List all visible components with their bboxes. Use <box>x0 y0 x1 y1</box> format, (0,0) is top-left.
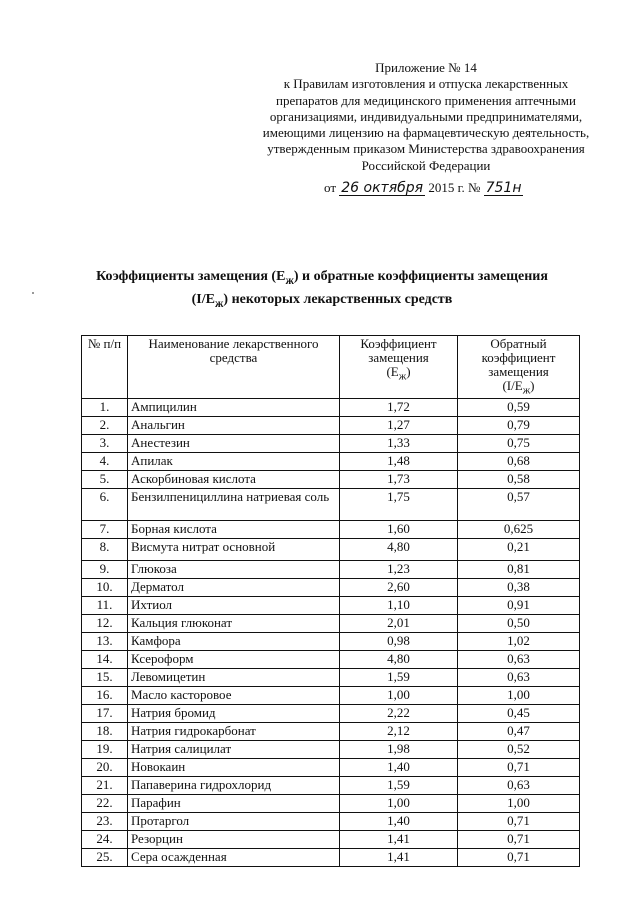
substitution-coefficient: 0,98 <box>340 632 458 650</box>
drug-name: Натрия салицилат <box>128 740 340 758</box>
appendix-line: организациями, индивидуальными предпринимателями, <box>269 108 583 124</box>
drug-name: Ихтиол <box>128 596 340 614</box>
header-coef: Коэффициент замещения $(Е_ж)$ <box>340 336 458 399</box>
row-number: 16. <box>82 686 128 704</box>
table-row <box>82 848 580 866</box>
inverse-coefficient: 0,57 <box>458 488 580 520</box>
row-number: 18. <box>82 722 128 740</box>
table-row <box>82 488 580 520</box>
substitution-coefficient: 1,73 <box>340 470 458 488</box>
substitution-coefficient: 2,60 <box>340 578 458 596</box>
appendix-line: утвержденным приказом Министерства здравоохранения <box>267 141 585 157</box>
appendix-line: имеющими лицензию на фармацевтическую деятельность, <box>262 125 590 141</box>
title-line-2: $(I/Е_ж)$ некоторых лекарственных средств <box>191 291 453 310</box>
drug-name: Камфора <box>128 632 340 650</box>
table-row <box>82 416 580 434</box>
row-number: 25. <box>82 848 128 866</box>
table-row <box>82 560 580 578</box>
order-number-handwritten: 751н <box>485 180 522 196</box>
substitution-coefficient: 1,27 <box>340 416 458 434</box>
row-number: 7. <box>82 520 128 538</box>
row-number: 9. <box>82 560 128 578</box>
inverse-coefficient: 0,59 <box>458 398 580 416</box>
title-line-1: Коэффициенты замещения $(Е_ж)$ и обратные коэффициенты замещения <box>96 269 548 287</box>
row-number: 5. <box>82 470 128 488</box>
header-name: Наименование лекарственного средства <box>128 336 340 399</box>
table-row <box>82 596 580 614</box>
substitution-coefficient: 1,59 <box>340 776 458 794</box>
inverse-coefficient: 0,625 <box>458 520 580 538</box>
substitution-coefficient: 1,48 <box>340 452 458 470</box>
row-number: 23. <box>82 812 128 830</box>
table-row <box>82 632 580 650</box>
inverse-coefficient: 0,47 <box>458 722 580 740</box>
inverse-coefficient: 0,81 <box>458 560 580 578</box>
row-number: 4. <box>82 452 128 470</box>
inverse-coefficient: 0,21 <box>458 538 580 560</box>
drug-name: Борная кислота <box>128 520 340 538</box>
drug-name: Сера осажденная <box>128 848 340 866</box>
table-row <box>82 578 580 596</box>
row-number: 15. <box>82 668 128 686</box>
substitution-coefficient: 1,33 <box>340 434 458 452</box>
table-row <box>82 668 580 686</box>
scan-speck <box>32 292 34 294</box>
inverse-coefficient: 0,58 <box>458 470 580 488</box>
inverse-coefficient: 0,91 <box>458 596 580 614</box>
coefficients-table <box>81 335 580 867</box>
drug-name: Дерматол <box>128 578 340 596</box>
inverse-coefficient: 0,71 <box>458 848 580 866</box>
table-row <box>82 740 580 758</box>
drug-name: Натрия бромид <box>128 704 340 722</box>
substitution-coefficient: 1,23 <box>340 560 458 578</box>
row-number: 19. <box>82 740 128 758</box>
table-row <box>82 794 580 812</box>
row-number: 20. <box>82 758 128 776</box>
substitution-coefficient: 1,98 <box>340 740 458 758</box>
substitution-coefficient: 2,22 <box>340 704 458 722</box>
table-row <box>82 538 580 560</box>
substitution-coefficient: 1,10 <box>340 596 458 614</box>
substitution-coefficient: 1,59 <box>340 668 458 686</box>
header-inverse: Обратный коэффициент замещения $(I/Е_ж)$ <box>458 336 580 399</box>
row-number: 2. <box>82 416 128 434</box>
substitution-coefficient: 1,75 <box>340 488 458 520</box>
order-date-handwritten: 26 октября <box>341 180 424 196</box>
appendix-line: Приложение № 14 <box>375 60 477 75</box>
inverse-coefficient: 0,75 <box>458 434 580 452</box>
appendix-header <box>236 60 616 174</box>
drug-name: Парафин <box>128 794 340 812</box>
header-num: № п/п <box>82 336 128 399</box>
row-number: 24. <box>82 830 128 848</box>
table-row <box>82 520 580 538</box>
substitution-coefficient: 2,01 <box>340 614 458 632</box>
drug-name: Висмута нитрат основной <box>128 538 340 560</box>
substitution-coefficient: 1,00 <box>340 686 458 704</box>
inverse-coefficient: 1,02 <box>458 632 580 650</box>
order-prefix: от <box>324 180 337 195</box>
table-row <box>82 452 580 470</box>
inverse-coefficient: 0,63 <box>458 650 580 668</box>
inverse-coefficient: 0,71 <box>458 758 580 776</box>
document-title <box>62 267 582 313</box>
row-number: 6. <box>82 488 128 520</box>
table-row <box>82 758 580 776</box>
inverse-coefficient: 0,71 <box>458 830 580 848</box>
inverse-coefficient: 1,00 <box>458 686 580 704</box>
table-row <box>82 812 580 830</box>
inverse-coefficient: 1,00 <box>458 794 580 812</box>
row-number: 8. <box>82 538 128 560</box>
table-row <box>82 434 580 452</box>
table-row <box>82 704 580 722</box>
drug-name: Анальгин <box>128 416 340 434</box>
row-number: 12. <box>82 614 128 632</box>
order-reference <box>324 180 523 196</box>
drug-name: Папаверина гидрохлорид <box>128 776 340 794</box>
row-number: 21. <box>82 776 128 794</box>
substitution-coefficient: 2,12 <box>340 722 458 740</box>
inverse-coefficient: 0,63 <box>458 776 580 794</box>
drug-name: Апилак <box>128 452 340 470</box>
row-number: 10. <box>82 578 128 596</box>
drug-name: Натрия гидрокарбонат <box>128 722 340 740</box>
drug-name: Новокаин <box>128 758 340 776</box>
row-number: 17. <box>82 704 128 722</box>
table-row <box>82 614 580 632</box>
row-number: 3. <box>82 434 128 452</box>
inverse-coefficient: 0,79 <box>458 416 580 434</box>
row-number: 11. <box>82 596 128 614</box>
table-header-row <box>82 336 580 399</box>
drug-name: Резорцин <box>128 830 340 848</box>
drug-name: Аскорбиновая кислота <box>128 470 340 488</box>
drug-name: Левомицетин <box>128 668 340 686</box>
substitution-coefficient: 1,00 <box>340 794 458 812</box>
inverse-coefficient: 0,50 <box>458 614 580 632</box>
substitution-coefficient: 1,40 <box>340 758 458 776</box>
appendix-line: Российской Федерации <box>361 157 491 173</box>
drug-name: Протаргол <box>128 812 340 830</box>
order-year: 2015 г. № <box>428 180 481 195</box>
substitution-coefficient: 1,41 <box>340 848 458 866</box>
inverse-coefficient: 0,38 <box>458 578 580 596</box>
appendix-line: препаратов для медицинского применения аптечными <box>276 92 576 108</box>
table-row <box>82 686 580 704</box>
table-row <box>82 776 580 794</box>
inverse-coefficient: 0,71 <box>458 812 580 830</box>
table-row <box>82 722 580 740</box>
inverse-coefficient: 0,63 <box>458 668 580 686</box>
substitution-coefficient: 4,80 <box>340 538 458 560</box>
table-row <box>82 650 580 668</box>
drug-name: Ксероформ <box>128 650 340 668</box>
table-row <box>82 470 580 488</box>
drug-name: Бензилпенициллина натриевая соль <box>128 488 340 520</box>
substitution-coefficient: 1,40 <box>340 812 458 830</box>
row-number: 22. <box>82 794 128 812</box>
inverse-coefficient: 0,45 <box>458 704 580 722</box>
row-number: 13. <box>82 632 128 650</box>
table-row <box>82 830 580 848</box>
drug-name: Кальция глюконат <box>128 614 340 632</box>
appendix-line: к Правилам изготовления и отпуска лекарственных <box>283 76 569 92</box>
row-number: 14. <box>82 650 128 668</box>
drug-name: Глюкоза <box>128 560 340 578</box>
substitution-coefficient: 4,80 <box>340 650 458 668</box>
drug-name: Масло касторовое <box>128 686 340 704</box>
substitution-coefficient: 1,41 <box>340 830 458 848</box>
substitution-coefficient: 1,72 <box>340 398 458 416</box>
drug-name: Анестезин <box>128 434 340 452</box>
inverse-coefficient: 0,68 <box>458 452 580 470</box>
drug-name: Ампицилин <box>128 398 340 416</box>
row-number: 1. <box>82 398 128 416</box>
inverse-coefficient: 0,52 <box>458 740 580 758</box>
substitution-coefficient: 1,60 <box>340 520 458 538</box>
table-row <box>82 398 580 416</box>
